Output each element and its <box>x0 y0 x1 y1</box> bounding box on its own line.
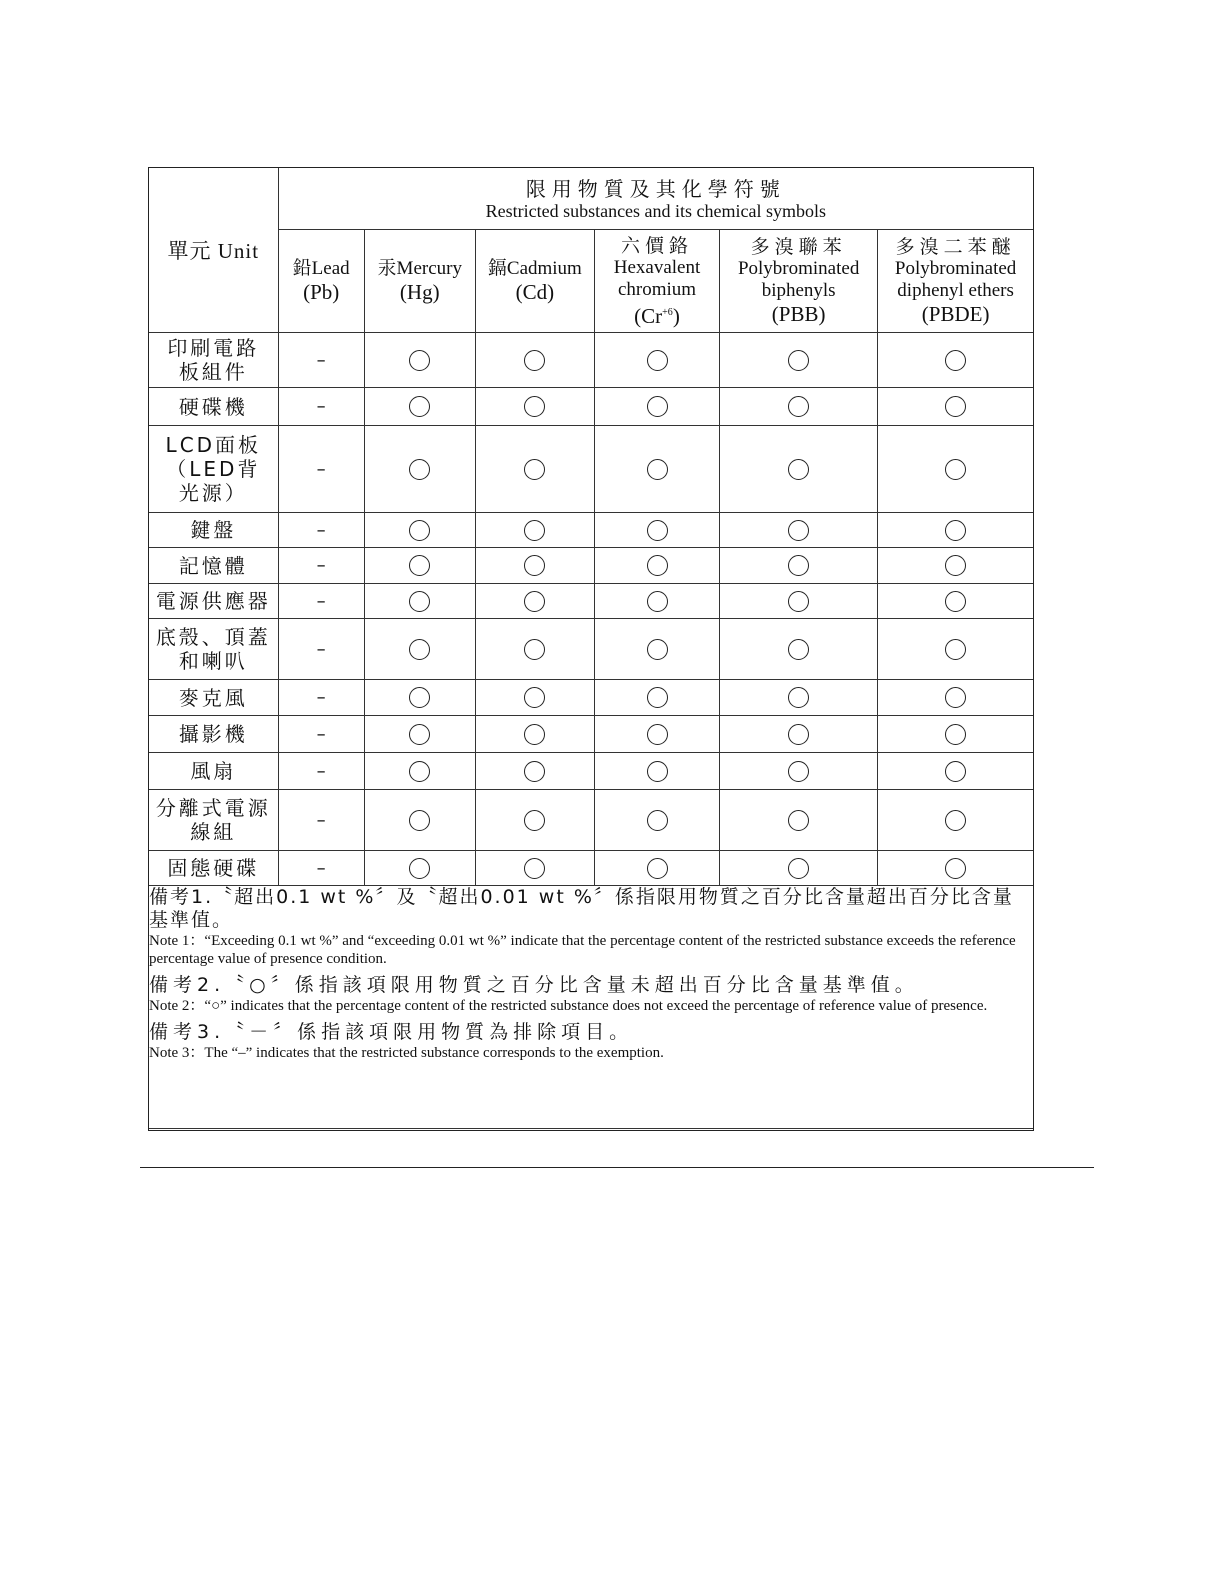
circle-mark-icon <box>409 761 430 782</box>
substance-mark-cell <box>594 584 719 619</box>
substance-mark-cell <box>594 680 719 716</box>
unit-label: 單元 Unit <box>167 239 260 263</box>
dash-mark: – <box>316 687 326 708</box>
substance-mark-cell <box>278 753 364 790</box>
substance-header-3 <box>594 230 719 333</box>
dash-mark: – <box>316 857 326 879</box>
substance-header-4 <box>720 230 878 333</box>
substance-mark-cell <box>720 753 878 790</box>
circle-mark-icon <box>647 396 668 417</box>
substance-mark-cell <box>475 333 594 388</box>
substance-mark-cell <box>475 548 594 584</box>
substance-mark-cell <box>278 716 364 753</box>
substance-name-line1: 鉛Lead <box>292 258 350 279</box>
substance-mark-cell <box>364 513 475 548</box>
substance-mark-cell <box>720 851 878 886</box>
table-row <box>149 716 1033 753</box>
circle-mark-icon <box>788 810 809 831</box>
substance-mark-cell <box>278 851 364 886</box>
component-name <box>149 584 278 619</box>
circle-mark-icon <box>945 639 966 660</box>
component-name <box>149 680 278 716</box>
circle-mark-icon <box>409 639 430 660</box>
substance-mark-cell <box>594 716 719 753</box>
substance-mark-cell <box>720 548 878 584</box>
component-name <box>149 619 278 680</box>
circle-mark-icon <box>945 350 966 371</box>
substance-mark-cell <box>878 619 1033 680</box>
substance-header-5 <box>878 230 1033 333</box>
circle-mark-icon <box>524 724 545 745</box>
component-name <box>149 716 278 753</box>
table-row <box>149 584 1033 619</box>
circle-mark-icon <box>945 724 966 745</box>
dash-mark: – <box>316 555 326 576</box>
circle-mark-icon <box>788 761 809 782</box>
component-name <box>149 513 278 548</box>
circle-mark-icon <box>945 459 966 480</box>
note3-zh: 備考3.〝－〞係指該項限用物質為排除項目。 <box>149 1021 634 1043</box>
substance-mark-cell <box>475 388 594 426</box>
circle-mark-icon <box>945 810 966 831</box>
symbol-close: ) <box>672 303 680 328</box>
component-name-line: 分離式電源 <box>155 796 271 820</box>
circle-mark-icon <box>788 858 809 879</box>
substance-mark-cell <box>594 388 719 426</box>
symbol-text: (Cr <box>634 303 663 328</box>
dash-mark: – <box>316 723 326 745</box>
substance-mark-cell <box>278 426 364 513</box>
substance-symbol: (Cd) <box>515 280 555 304</box>
substance-mark-cell <box>475 851 594 886</box>
circle-mark-icon <box>788 724 809 745</box>
circle-mark-icon <box>945 687 966 708</box>
substance-header-2 <box>475 230 594 333</box>
component-name <box>149 388 278 426</box>
substance-mark-cell <box>364 716 475 753</box>
component-name-line: 記憶體 <box>178 553 248 578</box>
symbol-text: (PBDE) <box>921 302 990 326</box>
restricted-substances-table <box>149 168 1033 1129</box>
component-name-line: 攝影機 <box>178 722 248 746</box>
symbol-text: (PBB) <box>771 302 826 326</box>
substance-mark-cell <box>878 584 1033 619</box>
substance-mark-cell <box>594 333 719 388</box>
group-title-en: Restricted substances and its chemical symbols <box>485 200 827 221</box>
note2-en: Note 2：“○” indicates that the percentage content of the restricted substance does not exceed the percentage of reference value of presence. <box>149 998 988 1014</box>
circle-mark-icon <box>945 520 966 541</box>
substance-mark-cell <box>878 790 1033 851</box>
component-name-line: （LED背 <box>166 457 261 481</box>
substance-mark-cell <box>364 851 475 886</box>
substance-name-line1: 多溴聯苯 <box>750 236 847 258</box>
substance-mark-cell <box>475 753 594 790</box>
substance-name-line2: Polybrominated <box>894 258 1017 279</box>
substance-mark-cell <box>720 680 878 716</box>
circle-mark-icon <box>409 396 430 417</box>
substance-mark-cell <box>878 333 1033 388</box>
circle-mark-icon <box>524 687 545 708</box>
symbol-superscript: +6 <box>662 306 673 318</box>
component-name <box>149 790 278 851</box>
circle-mark-icon <box>647 761 668 782</box>
circle-mark-icon <box>409 555 430 576</box>
substance-mark-cell <box>878 753 1033 790</box>
substance-mark-cell <box>878 716 1033 753</box>
substance-mark-cell <box>720 513 878 548</box>
dash-mark: – <box>316 396 326 417</box>
substance-mark-cell <box>364 426 475 513</box>
group-title-zh: 限用物質及其化學符號 <box>525 176 786 201</box>
circle-mark-icon <box>788 396 809 417</box>
substance-mark-cell <box>364 584 475 619</box>
substance-name-line3: chromium <box>617 278 697 300</box>
unit-header <box>149 168 278 333</box>
substance-mark-cell <box>720 716 878 753</box>
circle-mark-icon <box>788 687 809 708</box>
component-name-line: 固態硬碟 <box>167 856 260 880</box>
circle-mark-icon <box>788 459 809 480</box>
circle-mark-icon <box>788 591 809 612</box>
dash-mark: – <box>316 638 326 660</box>
table-row <box>149 333 1033 388</box>
table-row <box>149 680 1033 716</box>
circle-mark-icon <box>647 350 668 371</box>
circle-mark-icon <box>524 396 545 417</box>
circle-mark-icon <box>945 858 966 879</box>
circle-mark-icon <box>647 459 668 480</box>
circle-mark-icon <box>524 520 545 541</box>
circle-mark-icon <box>524 639 545 660</box>
circle-mark-icon <box>524 459 545 480</box>
substance-mark-cell <box>720 584 878 619</box>
circle-mark-icon <box>945 761 966 782</box>
component-name <box>149 851 278 886</box>
circle-mark-icon <box>524 555 545 576</box>
circle-mark-icon <box>647 639 668 660</box>
dash-mark: – <box>316 519 326 541</box>
dash-mark: – <box>316 458 326 480</box>
substance-symbol <box>595 301 719 328</box>
rohs-declaration-box <box>148 167 1034 1131</box>
substance-mark-cell <box>475 790 594 851</box>
circle-mark-icon <box>524 591 545 612</box>
circle-mark-icon <box>409 350 430 371</box>
circle-mark-icon <box>945 555 966 576</box>
substance-mark-cell <box>278 680 364 716</box>
circle-mark-icon <box>945 591 966 612</box>
substance-mark-cell <box>475 716 594 753</box>
substance-mark-cell <box>594 790 719 851</box>
note3-en: Note 3：The “–” indicates that the restricted substance corresponds to the exemption. <box>149 1045 664 1061</box>
dash-mark: – <box>316 349 326 371</box>
circle-mark-icon <box>647 555 668 576</box>
substance-name-line3: diphenyl ethers <box>897 280 1014 301</box>
circle-mark-icon <box>409 520 430 541</box>
circle-mark-icon <box>647 810 668 831</box>
substance-mark-cell <box>278 388 364 426</box>
circle-mark-icon <box>647 858 668 879</box>
note2-zh: 備考2.〝○〞係指該項限用物質之百分比含量未超出百分比含量基準值。 <box>149 974 919 996</box>
component-name-line: 電源供應器 <box>155 589 271 613</box>
substance-mark-cell <box>278 584 364 619</box>
substance-mark-cell <box>278 790 364 851</box>
substance-header-1 <box>364 230 475 333</box>
component-name-line: 印刷電路 <box>167 336 260 360</box>
substance-mark-cell <box>278 333 364 388</box>
circle-mark-icon <box>788 639 809 660</box>
note1-en: Note 1：“Exceeding 0.1 wt %” and “exceeding 0.01 wt %” indicate that the percentage content of the restricted substance exceeds the reference percentage value of presence condition. <box>149 933 1016 967</box>
component-name-line: 風扇 <box>190 759 237 783</box>
substance-symbol <box>720 302 877 326</box>
component-name <box>149 548 278 584</box>
substance-mark-cell <box>594 619 719 680</box>
table-row <box>149 619 1033 680</box>
table-row <box>149 851 1033 886</box>
component-name-line: 鍵盤 <box>190 518 237 542</box>
substance-header-0 <box>278 230 364 333</box>
substance-mark-cell <box>475 584 594 619</box>
circle-mark-icon <box>409 724 430 745</box>
circle-mark-icon <box>788 350 809 371</box>
circle-mark-icon <box>524 350 545 371</box>
substance-mark-cell <box>878 851 1033 886</box>
substance-mark-cell <box>594 426 719 513</box>
component-name-line: 底殼、頂蓋 <box>155 625 271 649</box>
substance-mark-cell <box>364 548 475 584</box>
substance-mark-cell <box>878 388 1033 426</box>
circle-mark-icon <box>409 459 430 480</box>
substance-mark-cell <box>720 619 878 680</box>
substance-mark-cell <box>720 388 878 426</box>
circle-mark-icon <box>409 858 430 879</box>
substance-mark-cell <box>475 680 594 716</box>
component-name <box>149 426 278 513</box>
substance-mark-cell <box>364 680 475 716</box>
substance-mark-cell <box>278 548 364 584</box>
footer-divider <box>140 1167 1094 1168</box>
substance-mark-cell <box>364 388 475 426</box>
circle-mark-icon <box>945 396 966 417</box>
circle-mark-icon <box>524 858 545 879</box>
table-row <box>149 513 1033 548</box>
component-name-line: 硬碟機 <box>178 394 248 419</box>
substance-name-line1: 鎘Cadmium <box>487 258 582 279</box>
circle-mark-icon <box>788 555 809 576</box>
substance-mark-cell <box>594 548 719 584</box>
substance-mark-cell <box>364 790 475 851</box>
substance-mark-cell <box>720 790 878 851</box>
substance-mark-cell <box>475 426 594 513</box>
component-name <box>149 753 278 790</box>
circle-mark-icon <box>524 810 545 831</box>
table-row <box>149 790 1033 851</box>
substance-name-line2: Hexavalent <box>613 256 701 278</box>
substance-mark-cell <box>720 426 878 513</box>
component-name-line: 麥克風 <box>178 685 248 710</box>
table-row <box>149 388 1033 426</box>
substance-mark-cell <box>594 513 719 548</box>
notes-cell <box>149 886 1033 1129</box>
substance-name-line2: Polybrominated <box>737 258 860 279</box>
component-name-line: 板組件 <box>178 360 248 384</box>
substance-symbol: (Hg) <box>399 280 440 304</box>
substance-mark-cell <box>278 619 364 680</box>
circle-mark-icon <box>409 591 430 612</box>
substance-mark-cell <box>878 426 1033 513</box>
substance-mark-cell <box>720 333 878 388</box>
circle-mark-icon <box>788 520 809 541</box>
substance-mark-cell <box>878 548 1033 584</box>
component-name-line: 和喇叭 <box>178 649 248 673</box>
substance-name-line3: biphenyls <box>761 280 836 301</box>
circle-mark-icon <box>647 687 668 708</box>
substance-symbol <box>878 302 1033 326</box>
dash-mark: – <box>316 760 326 782</box>
substance-mark-cell <box>475 619 594 680</box>
note1-zh: 備考1.〝超出0.1 wt %〞及〝超出0.01 wt %〞係指限用物質之百分比含量超出百分比含量基準值。 <box>149 886 1014 931</box>
substance-mark-cell <box>364 333 475 388</box>
circle-mark-icon <box>647 520 668 541</box>
circle-mark-icon <box>524 761 545 782</box>
dash-mark: – <box>316 809 326 831</box>
substance-name-line1: 六價鉻 <box>620 234 693 257</box>
substance-mark-cell <box>878 513 1033 548</box>
component-name-line: 光源） <box>178 481 248 505</box>
substance-mark-cell <box>878 680 1033 716</box>
component-name-line: LCD面板 <box>165 433 262 457</box>
substance-mark-cell <box>364 619 475 680</box>
substance-mark-cell <box>364 753 475 790</box>
substances-group-header <box>278 168 1033 230</box>
substance-mark-cell <box>594 753 719 790</box>
substance-name-line1: 汞Mercury <box>377 258 462 279</box>
component-name <box>149 333 278 388</box>
substance-mark-cell <box>594 851 719 886</box>
circle-mark-icon <box>647 591 668 612</box>
substance-mark-cell <box>475 513 594 548</box>
circle-mark-icon <box>409 687 430 708</box>
substance-symbol: (Pb) <box>303 280 340 304</box>
table-row <box>149 753 1033 790</box>
component-name-line: 線組 <box>190 820 237 844</box>
dash-mark: – <box>316 590 326 612</box>
substance-name-line1: 多溴二苯醚 <box>895 236 1016 258</box>
circle-mark-icon <box>409 810 430 831</box>
table-row <box>149 548 1033 584</box>
substance-mark-cell <box>278 513 364 548</box>
circle-mark-icon <box>647 724 668 745</box>
table-row <box>149 426 1033 513</box>
